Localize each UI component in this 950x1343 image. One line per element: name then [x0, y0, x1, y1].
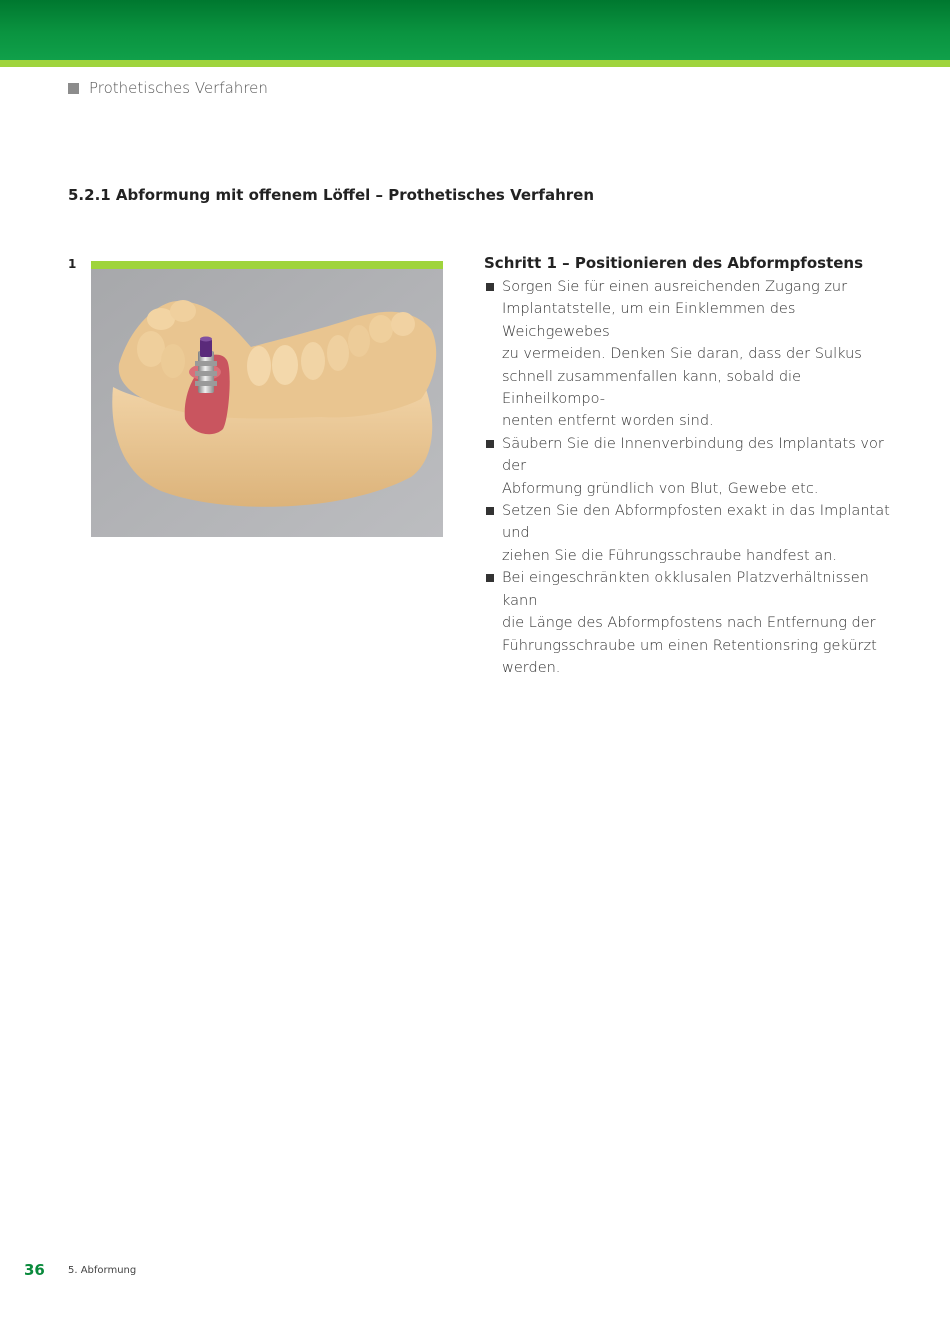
list-item [484, 500, 894, 567]
section-tag-label: Prothetisches Verfahren [89, 79, 268, 97]
square-bullet-icon [486, 507, 494, 515]
bullet-line: Abformung gründlich von Blut, Gewebe etc. [502, 480, 819, 497]
dental-model-photo [91, 269, 443, 537]
list-item [484, 276, 894, 433]
square-bullet-icon [486, 283, 494, 291]
list-item [484, 433, 894, 500]
step-bullet-list [484, 276, 894, 679]
bullet-line: Implantatstelle, um ein Einklemmen des Weichgewebes [502, 301, 796, 340]
square-bullet-icon [486, 440, 494, 448]
page-heading: 5.2.1 Abformung mit offenem Löffel – Prothetisches Verfahren [68, 186, 595, 204]
step-title: Schritt 1 – Positionieren des Abformpfostens [484, 254, 864, 272]
bullet-line: Bei eingeschränkten okklusalen Platzverhältnissen kann [502, 570, 869, 609]
header-accent-stripe [0, 60, 950, 67]
list-item [484, 567, 894, 679]
bullet-line: Setzen Sie den Abformpfosten exakt in das Implantat und [502, 503, 890, 542]
footer-section-label: 5. Abformung [68, 1265, 137, 1276]
header-band [0, 0, 950, 60]
bullet-line: nenten entfernt worden sind. [502, 413, 714, 430]
square-bullet-icon [486, 574, 494, 582]
figure-number: 1 [68, 257, 77, 271]
page-number: 36 [24, 1261, 45, 1279]
bullet-line: zu vermeiden. Denken Sie daran, dass der Sulkus [502, 346, 862, 363]
square-bullet-icon [68, 83, 79, 94]
bullet-line: ziehen Sie die Führungsschraube handfest an. [502, 547, 838, 564]
bullet-line: die Länge des Abformpfostens nach Entfernung der [502, 615, 876, 632]
section-tag [68, 78, 268, 98]
figure-accent-bar [91, 261, 443, 269]
bullet-line: Führungsschraube um einen Retentionsring gekürzt [502, 637, 877, 654]
bullet-line: werden. [502, 659, 561, 676]
bullet-line: Sorgen Sie für einen ausreichenden Zugang zur [502, 279, 848, 295]
bullet-line: schnell zusammenfallen kann, sobald die Einheilkompo- [502, 368, 801, 408]
bullet-line: Säubern Sie die Innenverbindung des Implantats vor der [502, 435, 884, 475]
